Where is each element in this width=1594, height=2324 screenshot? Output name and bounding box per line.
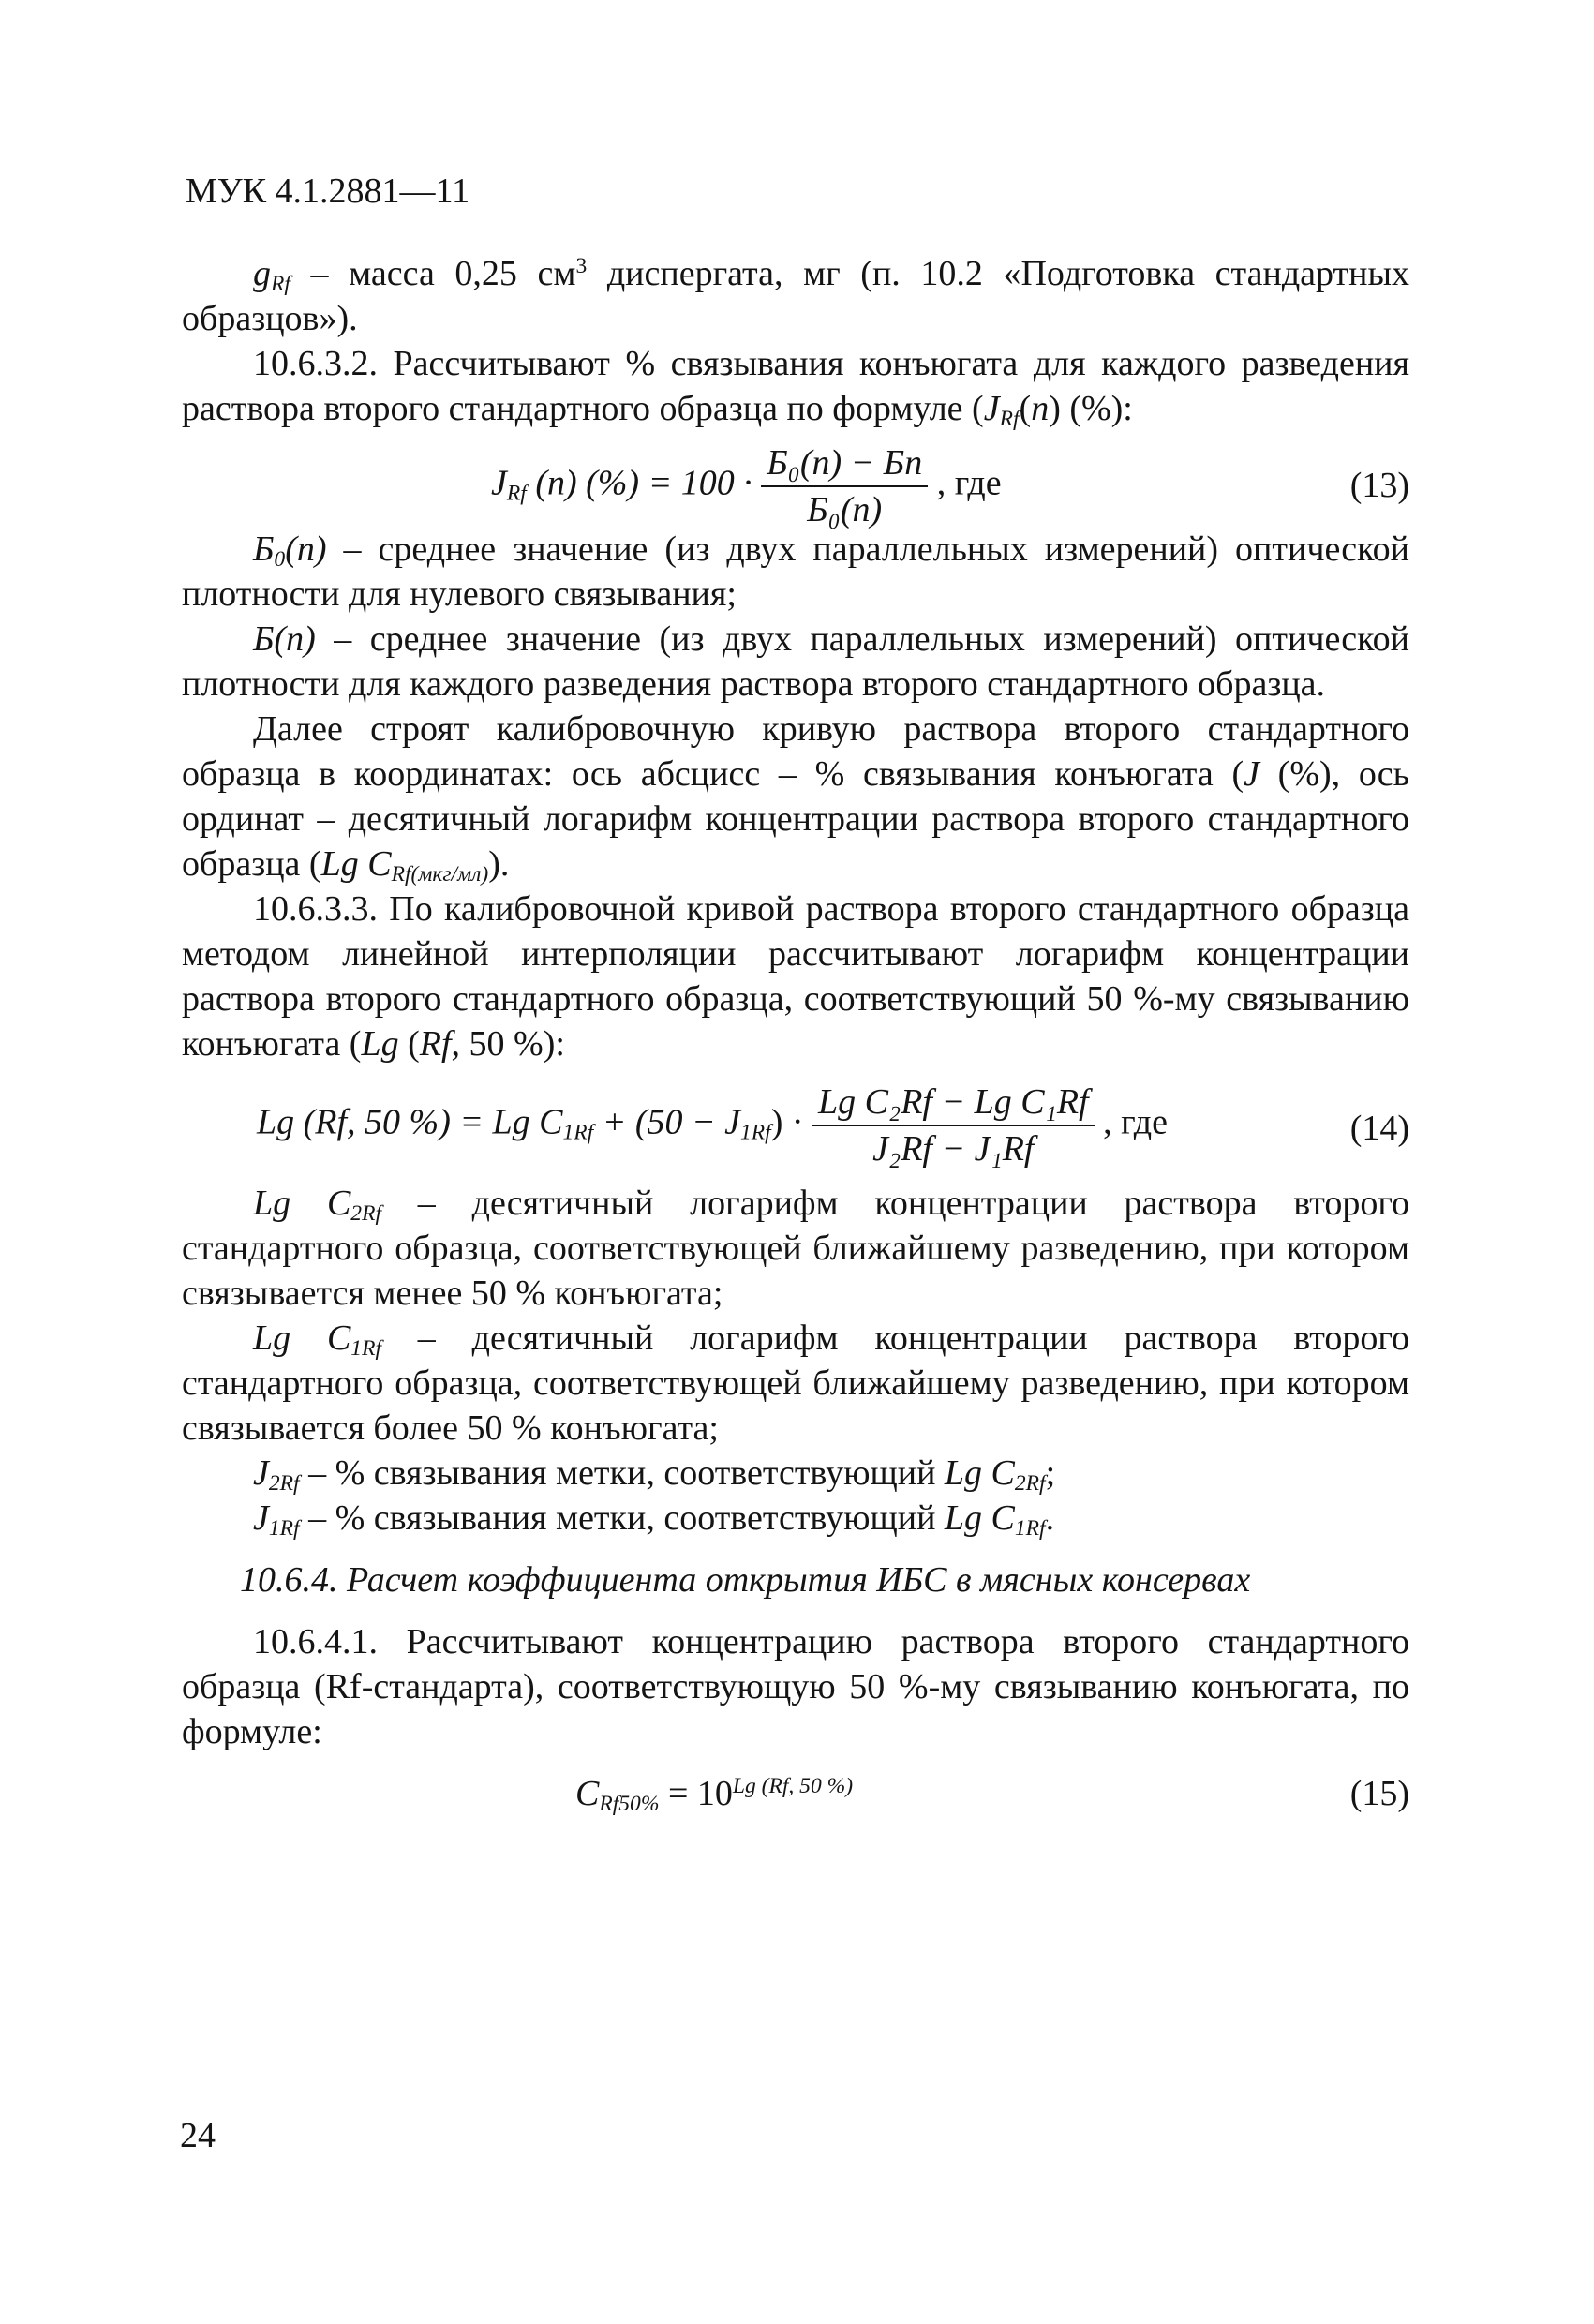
equation-15	[182, 1758, 1409, 1824]
equation-13-fraction: $\frac{\text{Б₀(n) − Бn}}{\text{Б₀(n)}}$	[761, 440, 928, 532]
equation-14	[182, 1070, 1409, 1181]
equation-14-fraction: $\frac{\text{Lg C₂Rf − Lg C₁Rf}}{\text{J₂Rf − J₁Rf}}$	[812, 1080, 1095, 1171]
paragraph-10-6-4-1: 10.6.4.1. Рассчитывают концентрацию раствора второго стандартного образца (Rf-стандарта), соответствующую 50 %-му связыванию конъюгата, по формуле:	[182, 1622, 1409, 1751]
definition-b0: $Б_0(n)$ – среднее значение (из двух параллельных измерений) оптической плотности для нулевого связывания;	[182, 529, 1409, 614]
paragraph-calibration-curve: Далее строят калибровочную кривую раствора второго стандартного образца в координатах: ось абсцисс – % связывания конъюгата (J (%), ось ординат – десятичный логарифм концентрации раствора второго стандартного образца (Lg $C_{Rf(мкг/мл)}$).	[182, 709, 1409, 886]
definition-g-rf: $g_{Rf}$ – масса 0,25 $см^3$ диспергата, мг (п. 10.2 «Подготовка стандартных образцов»).	[182, 254, 1409, 338]
page-body	[182, 251, 1409, 1824]
definition-b: Б(n) – среднее значение (из двух параллельных измерений) оптической плотности для каждого разведения раствора второго стандартного образца.	[182, 619, 1409, 704]
equation-13	[182, 433, 1409, 527]
equation-13-body: $J_{Rf}$ (n) (%) = 100 · $\frac{\text{Б₀(n) − Бn}}{\text{Б₀(n)}}$ , где	[491, 440, 1002, 532]
equation-13-number: (13)	[1349, 466, 1409, 505]
definition-lg-c1rf: Lg $C_{1Rf}$ – десятичный логарифм концентрации раствора второго стандартного образца, соответствующей ближайшему разведению, при котором связывается более 50 % конъюгата;	[182, 1318, 1409, 1448]
equation-14-body: Lg (Rf, 50 %) = Lg $C_{1Rf} + (50 - J_{1Rf})$ · $\frac{\text{Lg C₂Rf − Lg C₁Rf}}{\text{J₂Rf − J₁Rf}}$ , где	[257, 1080, 1168, 1171]
paragraph-10-6-3-3: 10.6.3.3. По калибровочной кривой раствора второго стандартного образца методом линейной интерполяции рассчитывают логарифм концентрации раствора второго стандартного образца, соответствующий 50 %-му связыванию конъюгата (Lg (Rf, 50 %):	[182, 889, 1409, 1064]
paragraph-10-6-3-2: 10.6.3.2. Рассчитывают % связывания конъюгата для каждого разведения раствора второго стандартного образца по формуле ($J_{Rf}(n)$ (%):	[182, 344, 1409, 431]
definition-j1rf: $J_{1Rf}$ – % связывания метки, соответствующий Lg $C_{1Rf}$.	[253, 1498, 1055, 1541]
definition-lg-c2rf: Lg $C_{2Rf}$ – десятичный логарифм концентрации раствора второго стандартного образца, соответствующей ближайшему разведению, при котором связывается менее 50 % конъюгата;	[182, 1184, 1409, 1313]
section-title-10-6-4: 10.6.4. Расчет коэффициента открытия ИБС в мясных консервах	[240, 1560, 1251, 1600]
document-code-header: МУК 4.1.2881—11	[186, 171, 470, 211]
equation-14-number: (14)	[1349, 1109, 1409, 1148]
equation-15-number: (15)	[1349, 1774, 1409, 1813]
equation-15-body: $C_{Rf50\%} = 10^{Lg (Rf, 50 \%)}$	[575, 1774, 854, 1816]
definition-j2rf: $J_{2Rf}$ – % связывания метки, соответствующий Lg $C_{2Rf}$;	[253, 1453, 1056, 1496]
page-number: 24	[180, 2116, 216, 2155]
